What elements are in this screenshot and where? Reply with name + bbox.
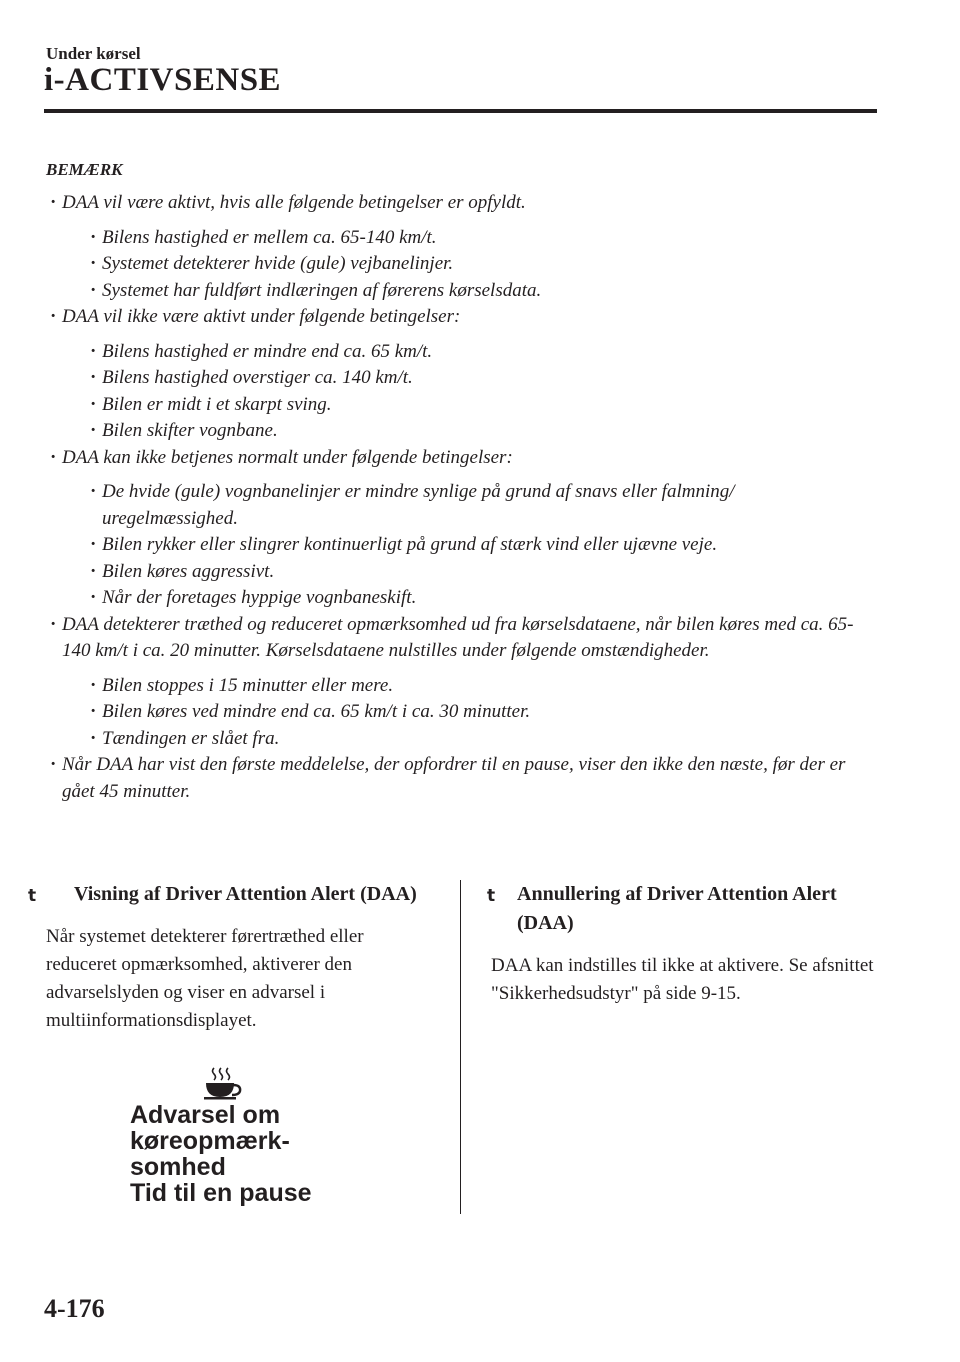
note-subitem: · Bilen er midt i et skarpt sving.: [62, 392, 866, 419]
heading-text: Visning af Driver Attention Alert (DAA): [74, 883, 417, 905]
note-sublist: [62, 339, 866, 445]
note-subitem: · De hvide (gule) vognbanelinjer er mindre synlige på grund af snavs eller falmning/ uregelmæssighed.: [62, 479, 866, 532]
note-subitem: · Når der foretages hyppige vognbaneskift.: [62, 585, 866, 612]
section-heading-display: [14, 880, 434, 909]
note-sublist: [62, 225, 866, 305]
section-label: Under kørsel: [46, 44, 141, 63]
note-sublist: [62, 673, 866, 753]
page-number: 4-176: [44, 1294, 105, 1323]
heading-text: Annullering af Driver Attention Alert (DAA): [517, 883, 837, 934]
column-divider: [460, 880, 461, 1214]
note-item-text: DAA detekterer træthed og reduceret opmærksomhed ud fra kørselsdataene, når bilen køres med ca. 65-140 km/t i ca. 20 minutter. Kørselsdataene nulstilles under følgende omstændigheder.: [62, 613, 854, 661]
note-box: [46, 160, 866, 805]
section-body-cancel: DAA kan indstilles til ikke at aktivere. Se afsnittet "Sikkerhedsudstyr" på side 9-15.: [491, 955, 874, 1004]
note-item-text: DAA vil ikke være aktivt under følgende betingelser:: [62, 306, 461, 327]
note-title: BEMÆRK: [46, 160, 123, 179]
note-subitem: · Systemet detekterer hvide (gule) vejbanelinjer.: [62, 251, 866, 278]
warning-display-figure: [130, 1066, 360, 1206]
note-subitem: · Systemet har fuldført indlæringen af førerens kørselsdata.: [62, 278, 866, 305]
left-column: [14, 880, 434, 1035]
header-rule: [44, 109, 877, 113]
note-subitem: · Bilen køres aggressivt.: [62, 559, 866, 586]
note-sublist: [62, 479, 866, 612]
warning-message: Advarsel om køreopmærk- somhed Tid til en pause: [130, 1101, 312, 1207]
note-item: [46, 304, 866, 445]
note-item: [46, 752, 866, 805]
note-subitem: · Bilen stoppes i 15 minutter eller mere.: [62, 673, 866, 700]
note-item-text: Når DAA har vist den første meddelelse, der opfordrer til en pause, viser den ikke den næste, før der er gået 45 minutter.: [62, 754, 846, 802]
note-subitem: · Bilens hastighed er mindre end ca. 65 km/t.: [62, 339, 866, 366]
note-subitem: · Bilen skifter vognbane.: [62, 418, 866, 445]
note-subitem: · Bilens hastighed er mellem ca. 65-140 km/t.: [62, 225, 866, 252]
heading-bullet-mark: t: [28, 886, 37, 906]
section-body-display: Når systemet detekterer førertræthed eller reduceret opmærksomhed, aktiverer den advarselslyden og viser en advarsel i multiinformationsdisplayet.: [46, 926, 364, 1031]
coffee-cup-icon: [202, 1066, 246, 1100]
note-item-text: DAA kan ikke betjenes normalt under følgende betingelser:: [62, 446, 513, 468]
note-item: [46, 612, 866, 753]
note-subitem: · Bilen rykker eller slingrer kontinuerligt på grund af stærk vind eller ujævne veje.: [62, 532, 866, 559]
chapter-title: i-ACTIVSENSE: [44, 62, 282, 98]
note-item: [46, 190, 866, 304]
note-list: [46, 190, 866, 805]
note-subitem: · Tændingen er slået fra.: [62, 726, 866, 753]
section-heading-cancel: [487, 880, 887, 938]
heading-bullet-mark: t: [487, 886, 496, 906]
right-column: [487, 880, 887, 1008]
note-subitem: · Bilen køres ved mindre end ca. 65 km/t i ca. 30 minutter.: [62, 699, 866, 726]
note-item: [46, 445, 866, 612]
note-item-text: DAA vil være aktivt, hvis alle følgende betingelser er opfyldt.: [62, 192, 526, 213]
note-subitem: · Bilens hastighed overstiger ca. 140 km/t.: [62, 365, 866, 392]
